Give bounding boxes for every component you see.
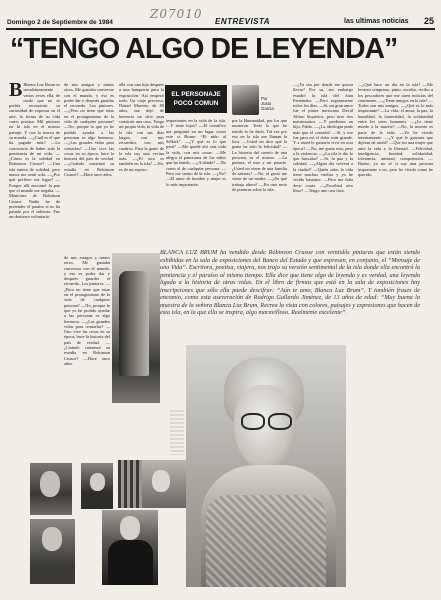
byline-prefix: Por <box>261 96 268 101</box>
byline <box>261 96 274 111</box>
section-badge <box>165 85 227 113</box>
article-intro: BLANCA LUZ BRUM ha vendido desde Róbinson Crusoe con veintidós pinturas que están siendo exhibidas en la sala de exposiciones del Banco del Estado y que expresan, en conjunto, el “Mensaje de una Vida”. Escritora, poetisa, viajera, nos trajo su versión sentimental de la isla donde ella encontró la penitencia y el paraíso al mismo tiempo. Ella dice que tiene algo de leyenda y es verdad, una leyenda ligada a la historia de otras vidas. En el libro de firmas que está en la sala de exposiciones hay inscripciones que sólo ella puede descifrar: “Aún te amo, Blanca Luz Brum”. Y también frases de encomio, como esta aseveración de Rodrigo Gallardo Jiménez, de 13 años de edad: “Muy buena la muestra de la señora Blanca Luz Brum. Recrea la vista con colores, paisajes y expresiones que hacen de esta isla, en la que ella se inspira, algo maravilloso. Realmente excelente”. <box>160 249 420 316</box>
article-column-7 <box>358 82 433 587</box>
article-column-1 <box>9 82 60 460</box>
archive-photo-5 <box>102 510 158 585</box>
column-4-text: importantes en la vida de la isla. —Y tiene hijos? —El científico me preguntó en un lugar como este si Bruno: “El niño al Selkirk”. —¿Y qué es lo que pasó? —Me quedé ahí casi toda la vida, con mis cosas. —Me alegra el panorama de los niños que ha tenido. —¿A dónde? —No como el de cualquier persona. —Pero me siento de la isla. —¿No? —El amor de hombre y mujer es lo más importante. <box>166 118 226 187</box>
article-column-6 <box>293 82 353 246</box>
section-title: ENTREVISTA <box>215 17 271 26</box>
column-2-text: de mis amigos y tantos otros. Me gustaba conversar con el mundo, y eso es poder dar y después guardar el recuerdo. Los pintores. —¿Pero no tiene que estar en el protagonismo de la vida de cualquier persona? —No, porque lo que yo he podido ayudar a las personas es algo hermoso. —¿Las grandes vidas para contarlas? —Uno vive las cosas en su época, hace la historia del país de verdad. —¿Cuándo comenzó su estadía en Robinson Crusoe? —Hace once años. <box>64 82 114 178</box>
article-column-5 <box>232 118 287 246</box>
decorative-halftone <box>170 410 184 455</box>
newspaper-name: las ultimas noticias <box>344 18 409 25</box>
issue-date: Domingo 2 de Septiembre de 1984 <box>7 19 113 26</box>
header-rule <box>6 28 435 30</box>
article-column-2 <box>64 82 114 250</box>
column-7-text: —¿Qué hace un día en la isla? —Me levanto temprano, pinto, escribo, recibo a los pescadores que me traen noticias del continente. —¿Tiene amigos en la isla? —Todos son mis amigos. —¿Qué es lo más importante? —La vida, el amor, la paz, la humildad, la honestidad, la solidaridad entre los seres humanos. —¿Le tiene miedo a la muerte? —No, la muerte es parte de la vida. —Yo he vivido intensamente. —¿Y qué le gustaría que dijeran de usted? —Que fui una mujer que amó la vida y la libertad. —Felicidad, inteligencia, bondad, solidaridad, tolerancia, amistad, comprensión. —Bueno, yo no sé si soy una persona importante o no, pero he vivido como he querido. <box>358 82 433 178</box>
headline: “TENGO ALGO DE LEYENDA” <box>10 33 398 65</box>
archive-photo-3 <box>118 460 186 508</box>
column-3-text: allá con una hija después a una banquería para la exposición. Así empezó todo. Un viaje precioso, Daniel Moreno, de 80 años, me dejó de herencia un sitio para construir una casa. Tengo mi propia vida, la vida de la isla con sus días largos, con mis recuerdos, con mis cuadros. Para la gente de la isla soy una vecina más. —¿El otro es también en la isla? —No, es de mi esposo. <box>119 82 164 172</box>
page-number: 25 <box>424 16 435 26</box>
column-1-text: Blanca Luz Brum es simultáneamente varias veces ella, de modo que no se podría reconstruir su curiosidad de expresar en el arte, la forma de su vida como poetisa. Mil pinturas en la isla en el mismo paisaje. Y con la fuerza de su mirada. —¿Cuál es el que ha pagado más? —La conciencia de haber sido la penitencia de mi vida. —¿Cómo es la soledad en Robinson Crusoe? —Una isla entera de soledad, pero nunca me sentí sola. —¿Por qué prefiere ese lugar? —Porque allí encontré la paz que el mundo me negaba. —Montones de Robinson Crusoe. Nadie ha de pretender el paraíso si no ha pasado por el infierno. Fue un destierro voluntario. <box>9 82 60 220</box>
column-5-text: por la Humanidad, por los que murieron. Todo lo que he tenido lo he dado. Tal vez por eso en la isla me llaman la loca. —Usted no dice que la gente ha sido la felicidad? —La historia del cuento de una persona, es el mismo. —La pintura, el mar y mi pasado. ¿Usted no viene de una familia de artistas? —No, el gusto me viene de mi madre. —¿En qué trabaja ahora? —En una serie de pinturas sobre la isla. <box>232 118 287 192</box>
badge-line-2: POCO COMUN <box>173 100 219 107</box>
byline-name: Justo <box>261 101 272 106</box>
column-2b-text: de mis amigos y tantos otros. Me gustaba conversar con el mundo, y eso es poder dar y después guardar el recuerdo. Los pintores. —¿Pero no tiene que estar en el protagonismo de la vida de cualquier persona? —No, porque lo que yo he podido ayudar a las personas es algo hermoso. —¿Las grandes vidas para contarlas? —Uno vive las cosas en su época, hace la historia del país de verdad. —¿Cuándo comenzó su estadía en Robinson Crusoe? —Hace once años. <box>64 255 110 366</box>
archive-photo-1 <box>30 463 72 515</box>
painting-photo <box>112 253 160 403</box>
archive-photo-2 <box>81 463 113 509</box>
archive-photo-4 <box>30 519 75 584</box>
article-column-4 <box>166 118 226 246</box>
handwritten-archive-number: Z07010 <box>150 7 203 21</box>
badge-line-1: EL PERSONAJE <box>171 91 221 98</box>
author-portrait <box>232 85 259 115</box>
column-6-text: —¿Ya sea por donde me quiera llevar? Por su, sin embargo estudió la isla del Juan Fernández. —Pero seguramente todos los días. —Si, mi gran amor fue el pintor mexicano David Alfaro Siqueiros, pero tuve tres matrimonios. —Y perdimos un hijo, Pablo. —¿La ideología pudo más que el corazón? —Sí, y eso fue para mí el dolor más grande. Y a usted le gustaría vivir en otra época? —No, me gusta esta, pese a la violencia. —¿La isla le dio lo que buscaba? —Sí, la paz y la soledad. —¿Algún día volverá a la ciudad? —Quién sabe, la vida tiene muchas vueltas y yo he vivido bastante. —Pero me falta decir cosas. —¿Escribirá otro libro? —Tengo uno casi listo. <box>293 82 353 193</box>
portrait-photo-blanca-luz-brum <box>186 345 346 587</box>
article-column-2b <box>64 255 110 455</box>
drop-cap: B <box>9 82 23 101</box>
byline-surname: Garcia <box>261 106 274 111</box>
article-column-3 <box>119 82 164 250</box>
